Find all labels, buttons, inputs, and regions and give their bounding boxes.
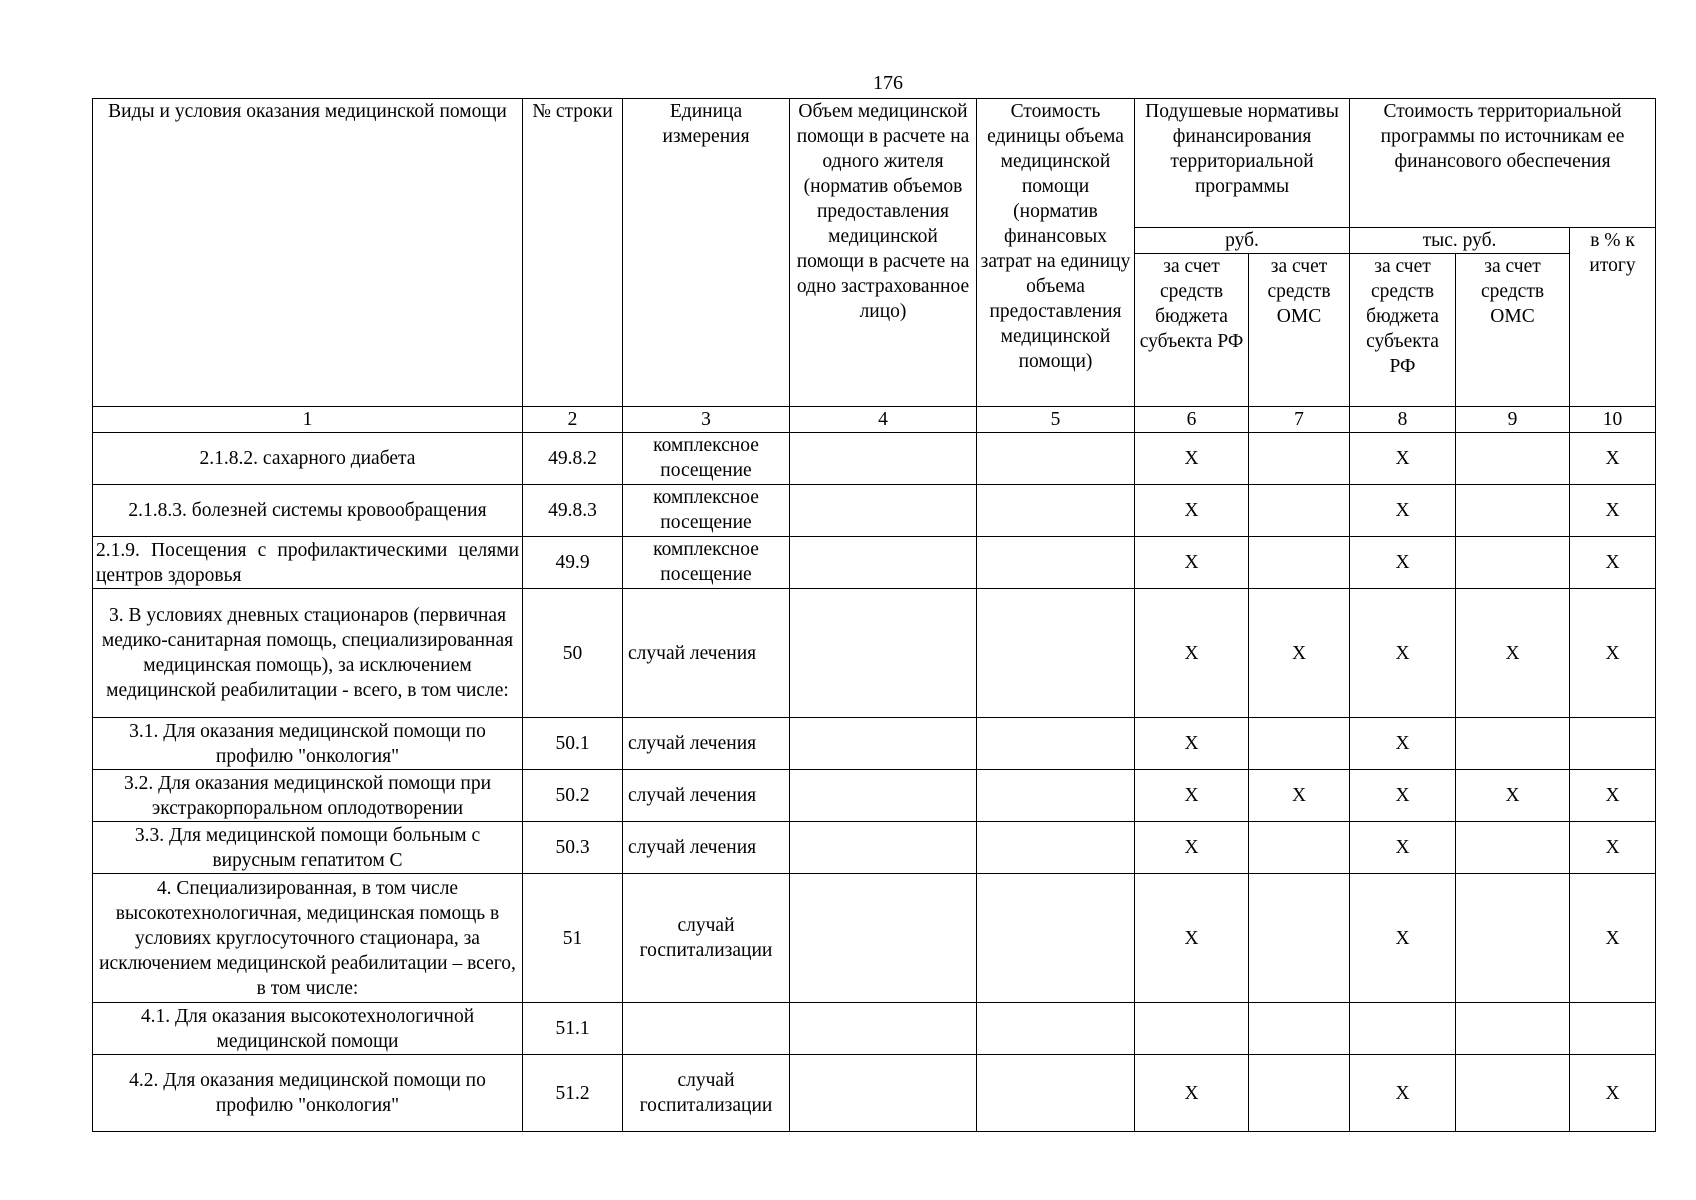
header-percent-total: в % к итогу [1570,228,1656,407]
row-line-number: 51.1 [523,1003,623,1055]
header-oms-rub: за счет средств ОМС [1249,254,1350,407]
row-unit: случай лечения [623,822,790,874]
row-cell-c7 [1249,718,1350,770]
row-cell-c4 [790,718,977,770]
row-cell-c4 [790,874,977,1003]
row-cell-c6: X [1135,537,1249,589]
row-cell-c6 [1135,1003,1249,1055]
column-number: 2 [523,407,623,433]
row-name: 3.3. Для медицинской помощи больным с вирусным гепатитом С [93,822,523,874]
row-cell-c8: X [1350,1055,1456,1132]
row-unit [623,1003,790,1055]
row-cell-c10: X [1570,1055,1656,1132]
row-name: 2.1.8.3. болезней системы кровообращения [93,485,523,537]
row-cell-c5 [977,1003,1135,1055]
table-row [93,1055,1656,1132]
row-cell-c7: X [1249,770,1350,822]
row-cell-c9 [1456,1003,1570,1055]
row-cell-c8: X [1350,485,1456,537]
row-cell-c6: X [1135,770,1249,822]
table-row [93,874,1656,1003]
column-number: 6 [1135,407,1249,433]
row-cell-c8: X [1350,433,1456,485]
header-unit: Единица измерения [623,99,790,407]
page-number: 176 [873,72,903,94]
row-unit: комплексное посещение [623,537,790,589]
row-unit: случай лечения [623,589,790,718]
row-cell-c8: X [1350,822,1456,874]
row-unit: комплексное посещение [623,485,790,537]
row-cell-c9: X [1456,770,1570,822]
row-cell-c9 [1456,485,1570,537]
header-budget-rf-rub: за счет средств бюджета субъекта РФ [1135,254,1249,407]
row-cell-c7 [1249,874,1350,1003]
row-cell-c7 [1249,433,1350,485]
header-unit-cost: Стоимость единицы объема медицинской помощи (норматив финансовых затрат на единицу объема предоставления медицинской помощи) [977,99,1135,407]
row-cell-c8: X [1350,589,1456,718]
row-unit: случай госпитализации [623,874,790,1003]
row-cell-c10: X [1570,822,1656,874]
row-cell-c7: X [1249,589,1350,718]
row-cell-c4 [790,433,977,485]
column-number: 9 [1456,407,1570,433]
row-cell-c4 [790,1055,977,1132]
row-name: 2.1.9. Посещения с профилактическими целями центров здоровья [93,537,523,589]
table-row [93,1003,1656,1055]
header-line-number: № строки [523,99,623,407]
header-budget-rf-thousand: за счет средств бюджета субъекта РФ [1350,254,1456,407]
row-cell-c6: X [1135,1055,1249,1132]
column-number: 3 [623,407,790,433]
row-line-number: 50.3 [523,822,623,874]
row-cell-c9: X [1456,589,1570,718]
row-cell-c9 [1456,874,1570,1003]
row-name: 2.1.8.2. сахарного диабета [93,433,523,485]
row-cell-c8: X [1350,537,1456,589]
table-header [93,99,1656,433]
row-cell-c9 [1456,1055,1570,1132]
row-cell-c9 [1456,718,1570,770]
row-unit: комплексное посещение [623,433,790,485]
column-numbers-row [93,407,1656,433]
row-cell-c4 [790,589,977,718]
row-line-number: 50.2 [523,770,623,822]
row-cell-c10 [1570,718,1656,770]
row-unit: случай лечения [623,718,790,770]
row-cell-c10: X [1570,537,1656,589]
row-cell-c5 [977,718,1135,770]
table-row [93,718,1656,770]
row-cell-c8: X [1350,874,1456,1003]
table-row [93,537,1656,589]
table-body [93,433,1656,1132]
row-cell-c8: X [1350,770,1456,822]
row-cell-c7 [1249,537,1350,589]
row-cell-c5 [977,874,1135,1003]
row-line-number: 51 [523,874,623,1003]
column-number: 4 [790,407,977,433]
column-number: 5 [977,407,1135,433]
row-cell-c7 [1249,485,1350,537]
table-row [93,485,1656,537]
row-cell-c5 [977,485,1135,537]
row-cell-c5 [977,1055,1135,1132]
row-name: 4. Специализированная, в том числе высокотехнологичная, медицинская помощь в условиях круглосуточного стационара, за исключением медицинской реабилитации – всего, в том числе: [93,874,523,1003]
header-types: Виды и условия оказания медицинской помощи [93,99,523,407]
row-cell-c5 [977,770,1135,822]
column-number: 10 [1570,407,1656,433]
header-unit-rub: руб. [1135,228,1350,254]
row-cell-c4 [790,1003,977,1055]
row-cell-c6: X [1135,589,1249,718]
table-row [93,770,1656,822]
row-name: 3. В условиях дневных стационаров (первичная медико-санитарная помощь, специализированная медицинская помощь), за исключением медицинской реабилитации - всего, в том числе: [93,589,523,718]
row-cell-c9 [1456,822,1570,874]
row-cell-c9 [1456,433,1570,485]
header-volume: Объем медицинской помощи в расчете на одного жителя (норматив объемов предоставления медицинской помощи в расчете на одно застрахованное лицо) [790,99,977,407]
row-cell-c10: X [1570,485,1656,537]
row-cell-c8 [1350,1003,1456,1055]
row-cell-c6: X [1135,485,1249,537]
row-cell-c10: X [1570,874,1656,1003]
row-cell-c10: X [1570,589,1656,718]
row-cell-c7 [1249,1055,1350,1132]
row-cell-c4 [790,822,977,874]
row-cell-c8: X [1350,718,1456,770]
row-line-number: 50.1 [523,718,623,770]
row-cell-c7 [1249,822,1350,874]
column-number: 1 [93,407,523,433]
row-cell-c5 [977,433,1135,485]
row-cell-c5 [977,537,1135,589]
row-cell-c6: X [1135,433,1249,485]
row-name: 3.2. Для оказания медицинской помощи при экстракорпоральном оплодотворении [93,770,523,822]
row-cell-c6: X [1135,822,1249,874]
row-cell-c10: X [1570,770,1656,822]
row-cell-c10: X [1570,433,1656,485]
table-row [93,822,1656,874]
row-name: 3.1. Для оказания медицинской помощи по профилю "онкология" [93,718,523,770]
header-per-capita: Подушевые нормативы финансирования территориальной программы [1135,99,1350,228]
row-cell-c4 [790,485,977,537]
header-unit-thousand-rub: тыс. руб. [1350,228,1570,254]
row-line-number: 50 [523,589,623,718]
row-name: 4.2. Для оказания медицинской помощи по профилю "онкология" [93,1055,523,1132]
column-number: 8 [1350,407,1456,433]
table-row [93,589,1656,718]
row-unit: случай лечения [623,770,790,822]
row-cell-c6: X [1135,874,1249,1003]
header-program-cost: Стоимость территориальной программы по источникам ее финансового обеспечения [1350,99,1656,228]
row-line-number: 49.8.2 [523,433,623,485]
row-cell-c5 [977,822,1135,874]
header-oms-thousand: за счет средств ОМС [1456,254,1570,407]
row-line-number: 49.9 [523,537,623,589]
row-cell-c10 [1570,1003,1656,1055]
column-number: 7 [1249,407,1350,433]
row-line-number: 51.2 [523,1055,623,1132]
row-unit: случай госпитализации [623,1055,790,1132]
table-row [93,433,1656,485]
financing-table [92,98,1656,1132]
row-name: 4.1. Для оказания высокотехнологичной медицинской помощи [93,1003,523,1055]
row-cell-c4 [790,537,977,589]
row-cell-c9 [1456,537,1570,589]
row-cell-c6: X [1135,718,1249,770]
row-cell-c4 [790,770,977,822]
row-line-number: 49.8.3 [523,485,623,537]
row-cell-c5 [977,589,1135,718]
row-cell-c7 [1249,1003,1350,1055]
